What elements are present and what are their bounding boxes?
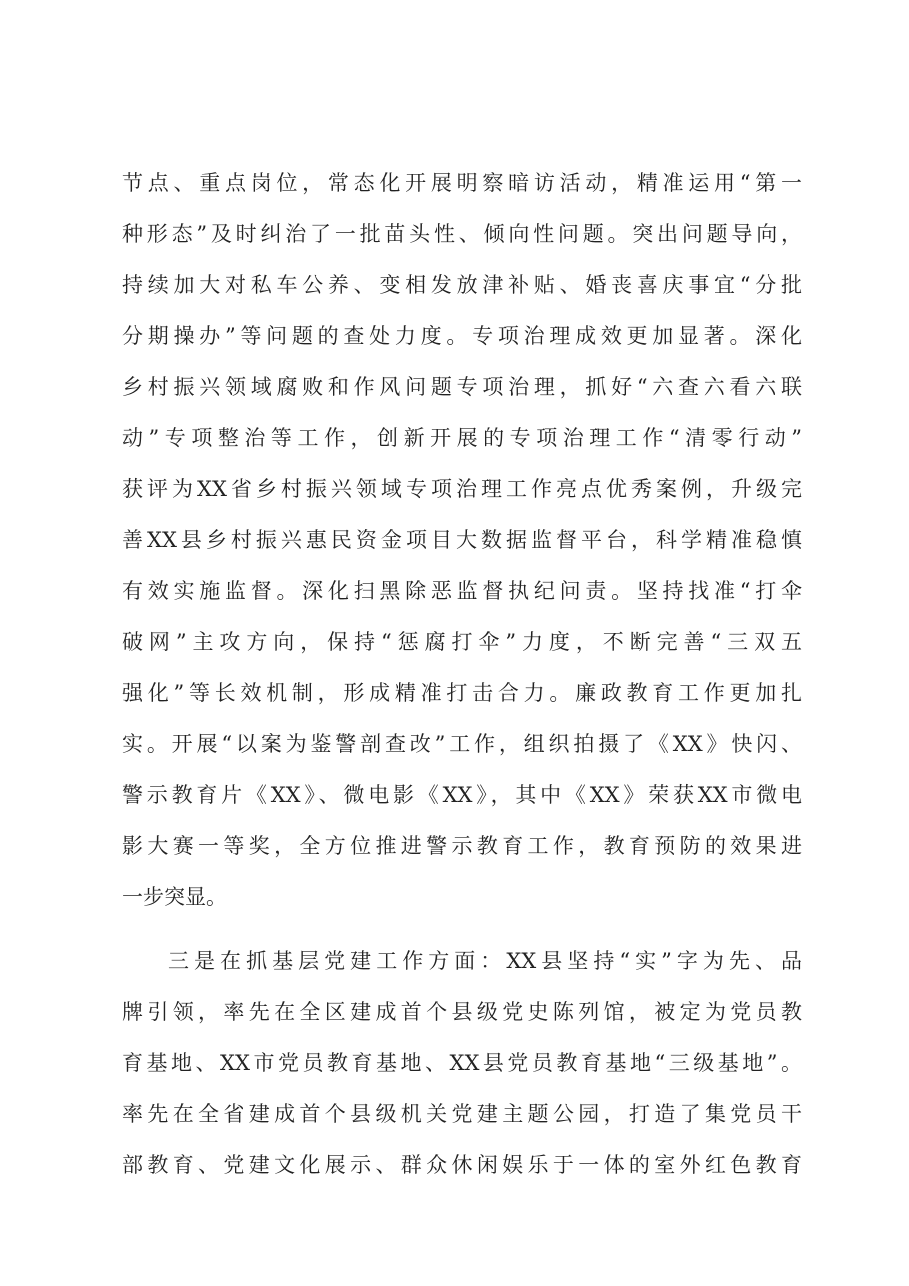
text-line: 节点、重点岗位，常态化开展明察暗访活动，精准运用“第一	[122, 171, 802, 195]
text-line: 乡村振兴领域腐败和作风问题专项治理，抓好“六查六看六联	[122, 375, 802, 399]
text-line: 影大赛一等奖，全方位推进警示教育工作，教育预防的效果进	[122, 834, 802, 858]
text-line: 种形态”及时纠治了一批苗头性、倾向性问题。突出问题导向，	[122, 222, 802, 246]
text-line: 善XX县乡村振兴惠民资金项目大数据监督平台，科学精准稳慎	[122, 528, 802, 552]
text-line: 动”专项整治等工作，创新开展的专项治理工作“清零行动”	[122, 426, 802, 450]
text-line: 部教育、党建文化展示、群众休闲娱乐于一体的室外红色教育	[122, 1153, 802, 1177]
text-line: 强化”等长效机制，形成精准打击合力。廉政教育工作更加扎	[122, 681, 802, 705]
text-line: 牌引领，率先在全区建成首个县级党史陈列馆，被定为党员教	[122, 1000, 802, 1024]
text-line: 实。开展“以案为鉴警剖查改”工作，组织拍摄了《XX》快闪、	[122, 732, 802, 756]
text-line: 获评为XX省乡村振兴领域专项治理工作亮点优秀案例，升级完	[122, 477, 802, 501]
text-line: 破网”主攻方向，保持“惩腐打伞”力度，不断完善“三双五	[122, 630, 802, 654]
text-line: 一步突显。	[122, 885, 227, 909]
text-line: 育基地、XX市党员教育基地、XX县党员教育基地“三级基地”。	[122, 1051, 802, 1075]
text-line: 三是在抓基层党建工作方面：XX县坚持“实”字为先、品	[168, 949, 802, 973]
text-line: 率先在全省建成首个县级机关党建主题公园，打造了集党员干	[122, 1102, 802, 1126]
text-line: 有效实施监督。深化扫黑除恶监督执纪问责。坚持找准“打伞	[122, 579, 802, 603]
text-line: 持续加大对私车公养、变相发放津补贴、婚丧喜庆事宜“分批	[122, 273, 802, 297]
text-line: 警示教育片《XX》、微电影《XX》，其中《XX》荣获XX市微电	[122, 783, 802, 807]
text-line: 分期操办”等问题的查处力度。专项治理成效更加显著。深化	[122, 324, 802, 348]
